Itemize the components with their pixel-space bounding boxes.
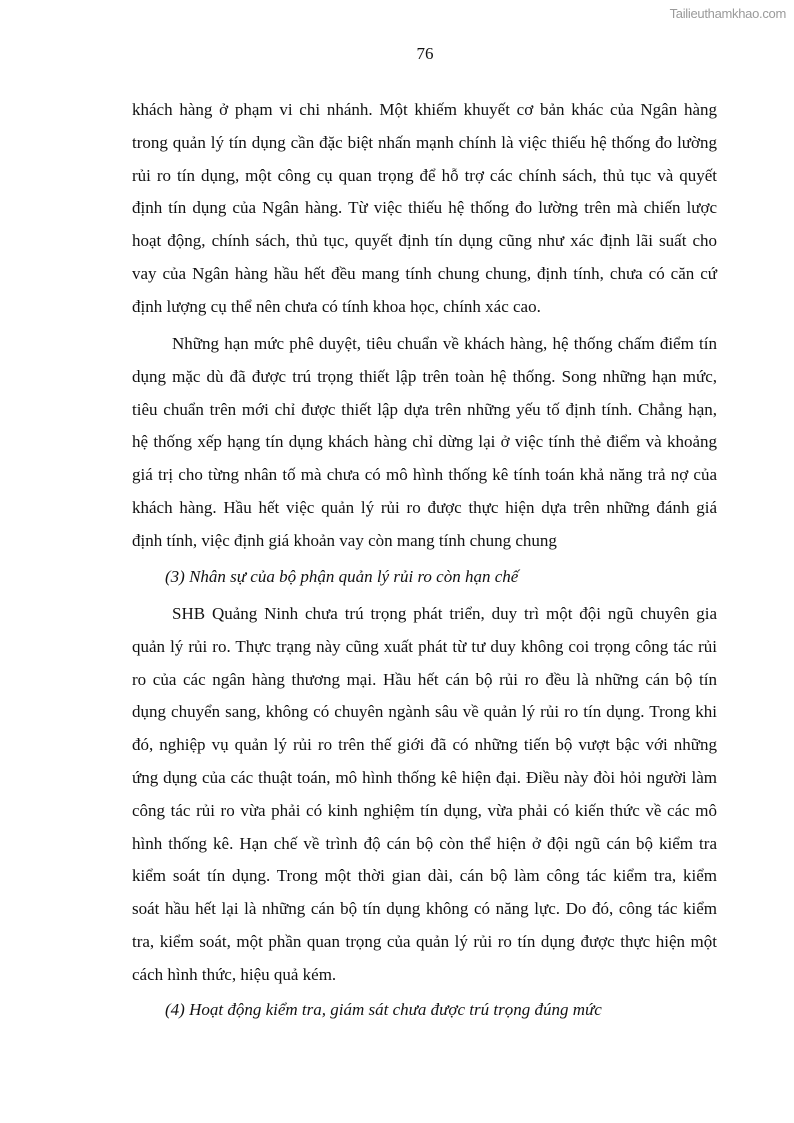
paragraph-2 xyxy=(132,328,717,558)
text-line: Những hạn mức phê duyệt, tiêu chuẩn về khách hàng, hệ thống chấm điểm tín xyxy=(172,334,717,353)
text-line: ứng dụng của các thuật toán, mô hình thống kê hiện đại. Điều này đòi hỏi người làm xyxy=(132,767,717,787)
text-line: công tác rủi ro vừa phải có kinh nghiệm tín dụng, vừa phải có kiến thức về các mô xyxy=(132,800,717,820)
paragraph-1 xyxy=(132,94,717,324)
text-line: vay của Ngân hàng hầu hết đều mang tính chung chung, định tính, chưa có căn cứ xyxy=(132,263,717,283)
section-heading-3: (3) Nhân sự của bộ phận quản lý rủi ro còn hạn chế xyxy=(165,567,519,586)
text-line: định tín dụng của Ngân hàng. Từ việc thiếu hệ thống đo lường trên mà chiến lược xyxy=(132,198,717,218)
text-line: dụng chuyển sang, không có chuyên ngành sâu về quản lý rủi ro tín dụng. Trong khi xyxy=(132,702,717,722)
text-line: tra, kiểm soát, một phần quan trọng của quản lý rủi ro tín dụng được thực hiện một xyxy=(132,931,717,951)
text-line: hệ thống xếp hạng tín dụng khách hàng chỉ dừng lại ở việc tính thẻ điểm và khoảng xyxy=(132,432,717,452)
text-line: khách hàng ở phạm vi chi nhánh. Một khiếm khuyết cơ bản khác của Ngân hàng xyxy=(132,100,717,119)
text-line: định lượng cụ thể nên chưa có tính khoa học, chính xác cao. xyxy=(132,296,541,316)
section-heading-4: (4) Hoạt động kiểm tra, giám sát chưa được trú trọng đúng mức xyxy=(165,1000,602,1019)
text-line: soát hầu hết lại là những cán bộ tín dụng không có năng lực. Do đó, công tác kiểm xyxy=(132,899,717,919)
text-line: cách hình thức, hiệu quả kém. xyxy=(132,964,337,984)
text-line: định tính, việc định giá khoản vay còn mang tính chung chung xyxy=(132,530,557,550)
text-line: quản lý rủi ro. Thực trạng này cũng xuất phát từ tư duy không coi trọng công tác rủi xyxy=(132,636,717,656)
text-line: ro của các ngân hàng thương mại. Hầu hết cán bộ rủi ro đều là những cán bộ tín xyxy=(132,669,717,689)
text-line: SHB Quảng Ninh chưa trú trọng phát triển, duy trì một đội ngũ chuyên gia xyxy=(172,604,717,623)
text-line: kiểm soát tín dụng. Trong một thời gian dài, cán bộ làm công tác kiểm tra, kiểm xyxy=(132,866,717,886)
text-line: giá trị cho từng nhân tố mà chưa có mô hình thống kê tính toán khả năng trả nợ của xyxy=(132,465,717,485)
text-line: rủi ro tín dụng, một công cụ quan trọng để hỗ trợ các chính sách, thủ tục và quyết xyxy=(132,165,717,185)
text-line: hình thống kê. Hạn chế về trình độ cán bộ còn thể hiện ở đội ngũ cán bộ kiểm tra xyxy=(132,833,717,853)
text-line: tiêu chuẩn trên mới chỉ được thiết lập dựa trên những yếu tố định tính. Chẳng hạn, xyxy=(132,399,717,419)
text-line: dụng mặc dù đã được trú trọng thiết lập trên toàn hệ thống. Song những hạn mức, xyxy=(132,366,717,386)
watermark: Tailieuthamkhao.com xyxy=(669,6,786,21)
text-line: hoạt động, chính sách, thủ tục, quyết định tín dụng cũng như xác định lãi suất cho xyxy=(132,231,717,251)
text-line: đó, nghiệp vụ quản lý rủi ro trên thế giới đã có những tiến bộ vượt bậc với những xyxy=(132,735,717,755)
page-number: 76 xyxy=(416,44,434,63)
paragraph-3 xyxy=(132,598,717,992)
text-line: khách hàng. Hầu hết việc quản lý rủi ro được thực hiện dựa trên những đánh giá xyxy=(132,497,717,517)
text-line: trong quản lý tín dụng cần đặc biệt nhấn mạnh chính là việc thiếu hệ thống đo lường xyxy=(132,132,717,152)
